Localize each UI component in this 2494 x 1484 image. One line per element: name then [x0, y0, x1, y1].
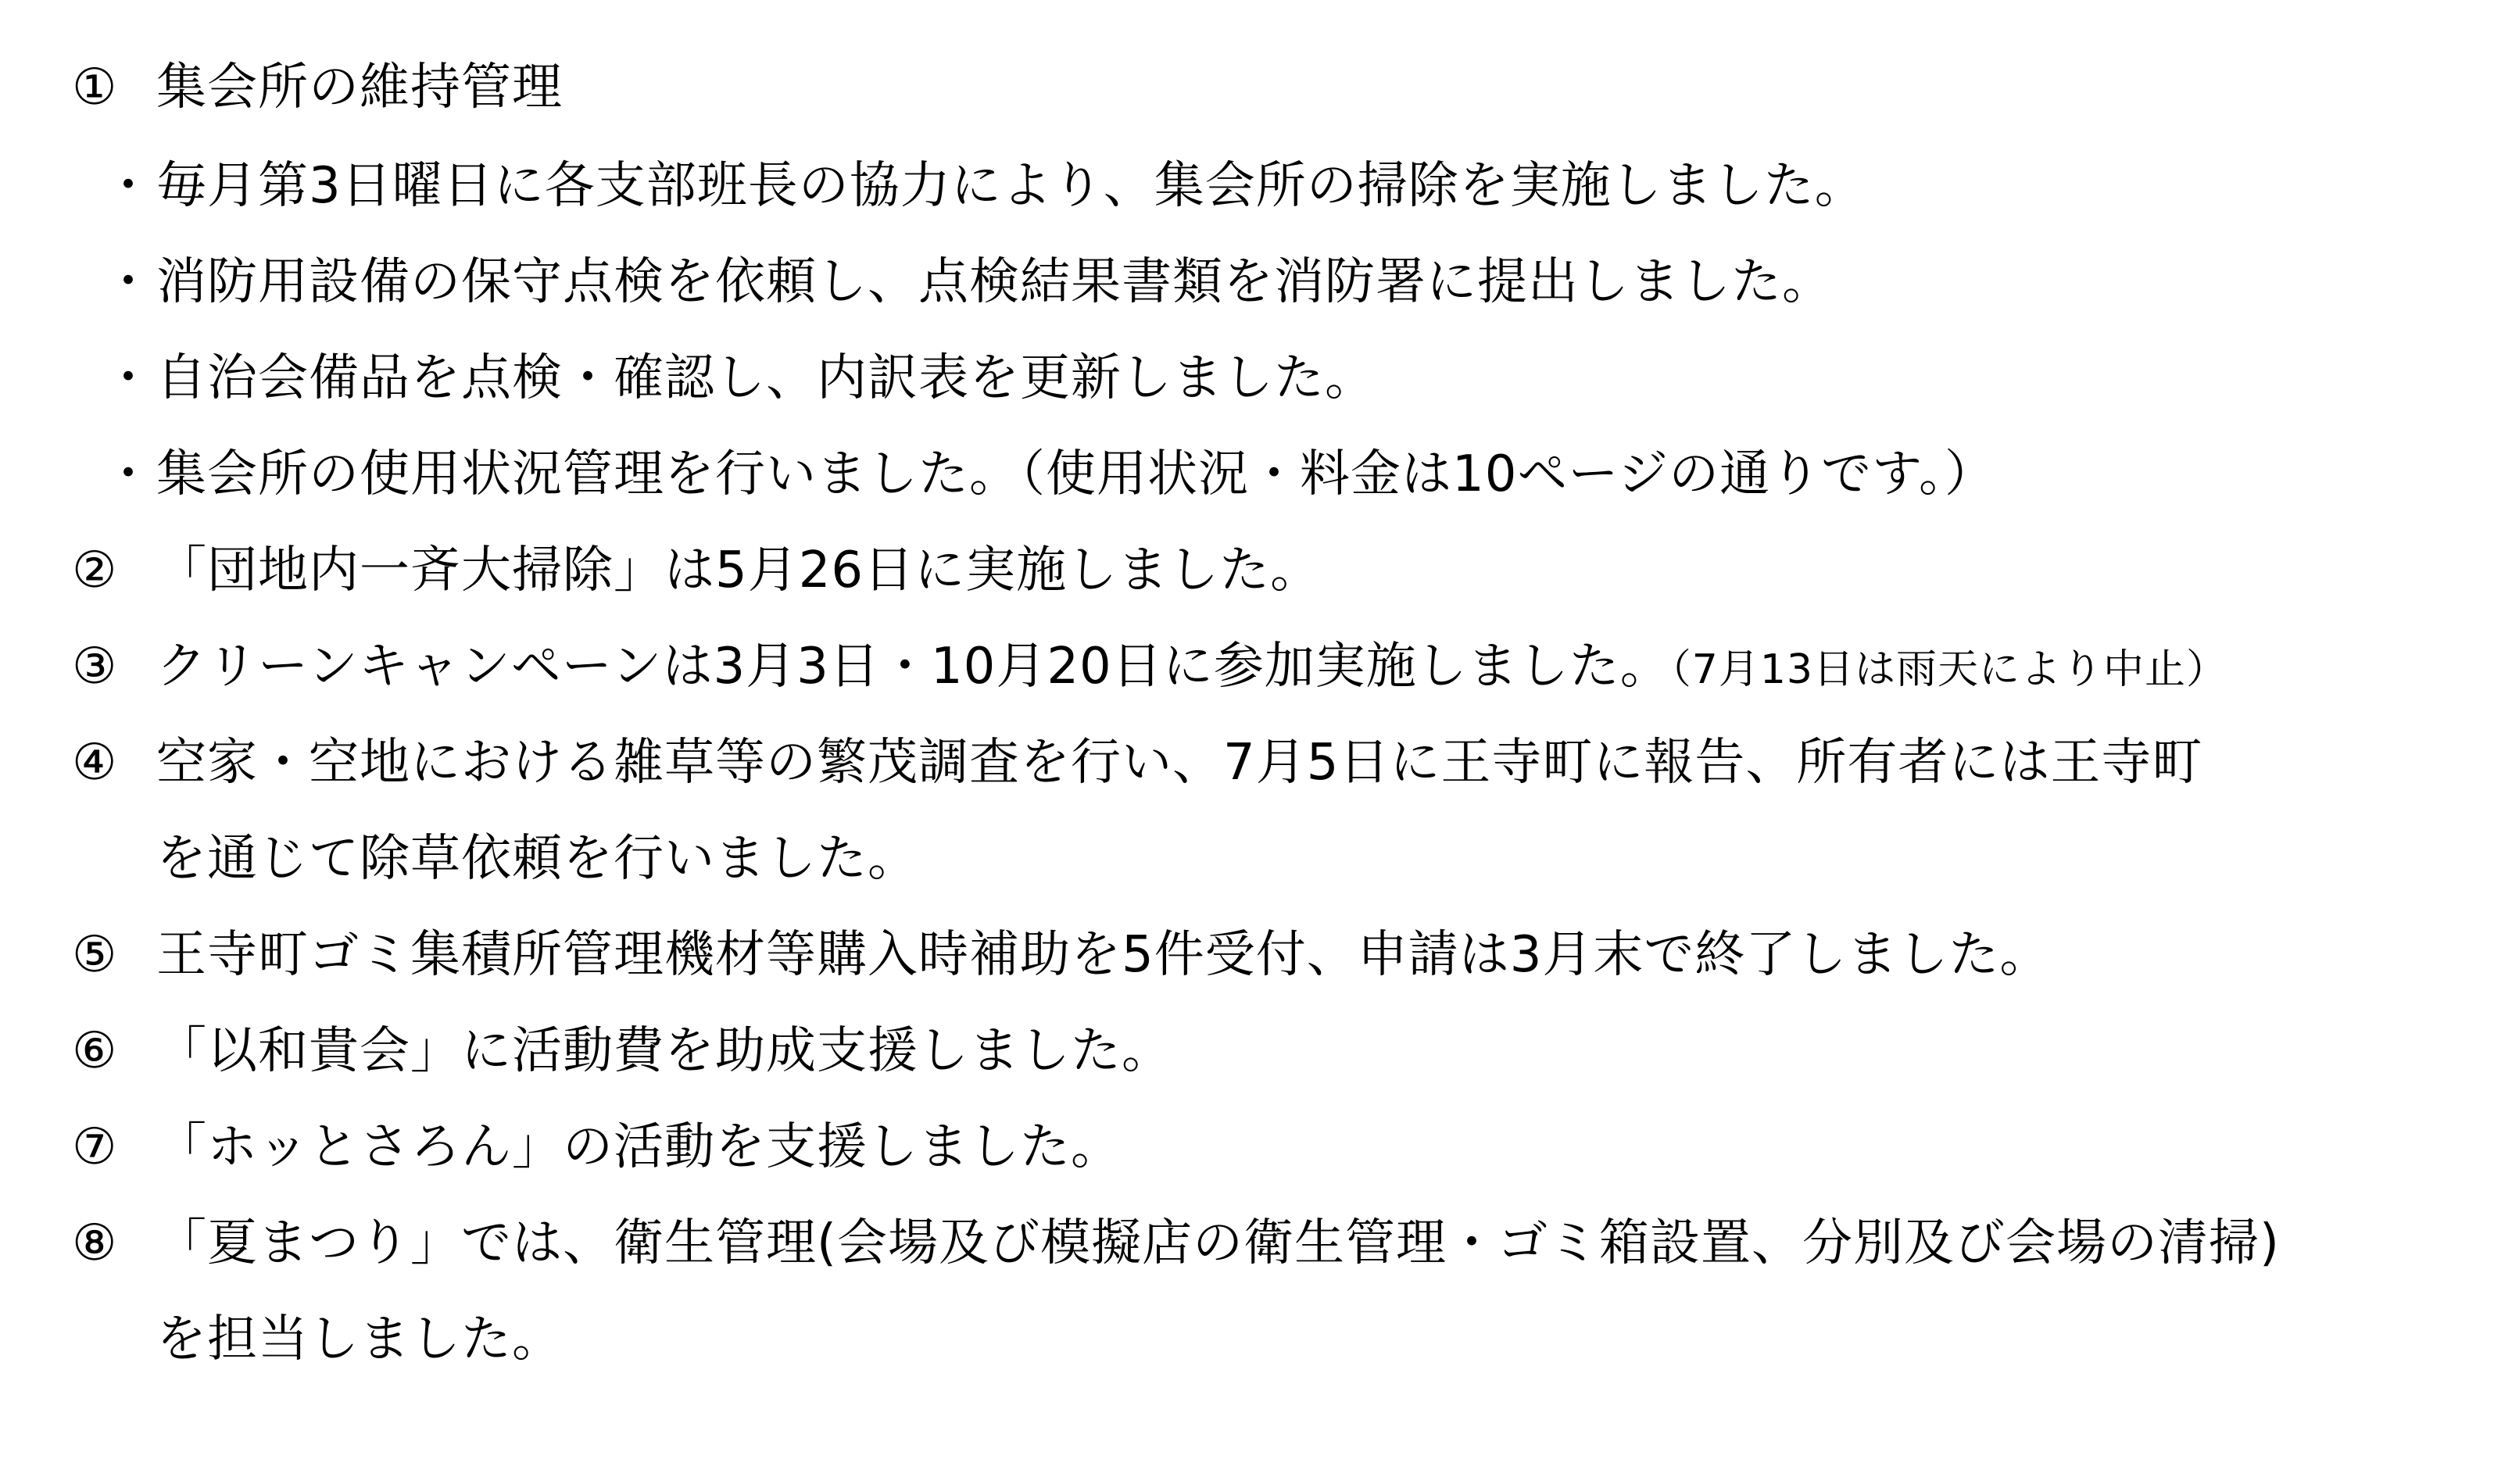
item-text: 消防用設備の保守点検を依頼し、点検結果書類を消防署に提出しました。: [156, 253, 1833, 311]
item-number: ②: [72, 542, 117, 599]
item-text: 空家・空地における雑草等の繁茂調査を行い、7月5日に王寺町に報告、所有者には王寺町: [156, 734, 2203, 792]
item-number: ④: [72, 734, 117, 792]
item-text: 「夏まつり」では、衛生管理(会場及び模擬店の衛生管理・ゴミ箱設置、分別及び会場の清掃): [156, 1214, 2280, 1272]
item-text: 「以和貴会」に活動費を助成支援しました。: [156, 1022, 1172, 1080]
item-number: ⑦: [72, 1118, 117, 1176]
item-number: ①: [72, 59, 117, 116]
item-text: 毎月第3日曜日に各支部班長の協力により、集会所の掃除を実施しました。: [156, 157, 1866, 215]
item-text: を担当しました。: [156, 1311, 563, 1368]
bullet: ・: [103, 349, 153, 407]
item-text: [156, 638, 2228, 696]
item-number: ⑤: [72, 926, 117, 984]
item-text: 自治会備品を点検・確認し、内訳表を更新しました。: [156, 349, 1376, 407]
item-text: 集会所の使用状況管理を行いました。（使用状況・料金は10ページの通りです。）: [156, 445, 1996, 503]
bullet: ・: [103, 253, 153, 311]
item-number: ③: [72, 638, 117, 696]
item-text: 王寺町ゴミ集積所管理機材等購入時補助を5件受付、申請は3月末で終了しました。: [156, 926, 2051, 984]
item-number: ⑥: [72, 1022, 117, 1080]
item-text: 「団地内一斉大掃除」は5月26日に実施しました。: [156, 542, 1322, 599]
item-number: ⑧: [72, 1214, 117, 1272]
bullet: ・: [103, 445, 153, 503]
item-main-text: クリーンキャンペーンは3月3日・10月20日に参加実施しました。: [156, 638, 1671, 696]
item-text: 「ホッとさろん」の活動を支援しました。: [156, 1118, 1122, 1176]
bullet: ・: [103, 157, 153, 215]
item-note: （7月13日は雨天により中止）: [1670, 646, 2228, 693]
item-text: を通じて除草依頼を行いました。: [156, 830, 918, 888]
item-text: 集会所の維持管理: [156, 59, 563, 116]
